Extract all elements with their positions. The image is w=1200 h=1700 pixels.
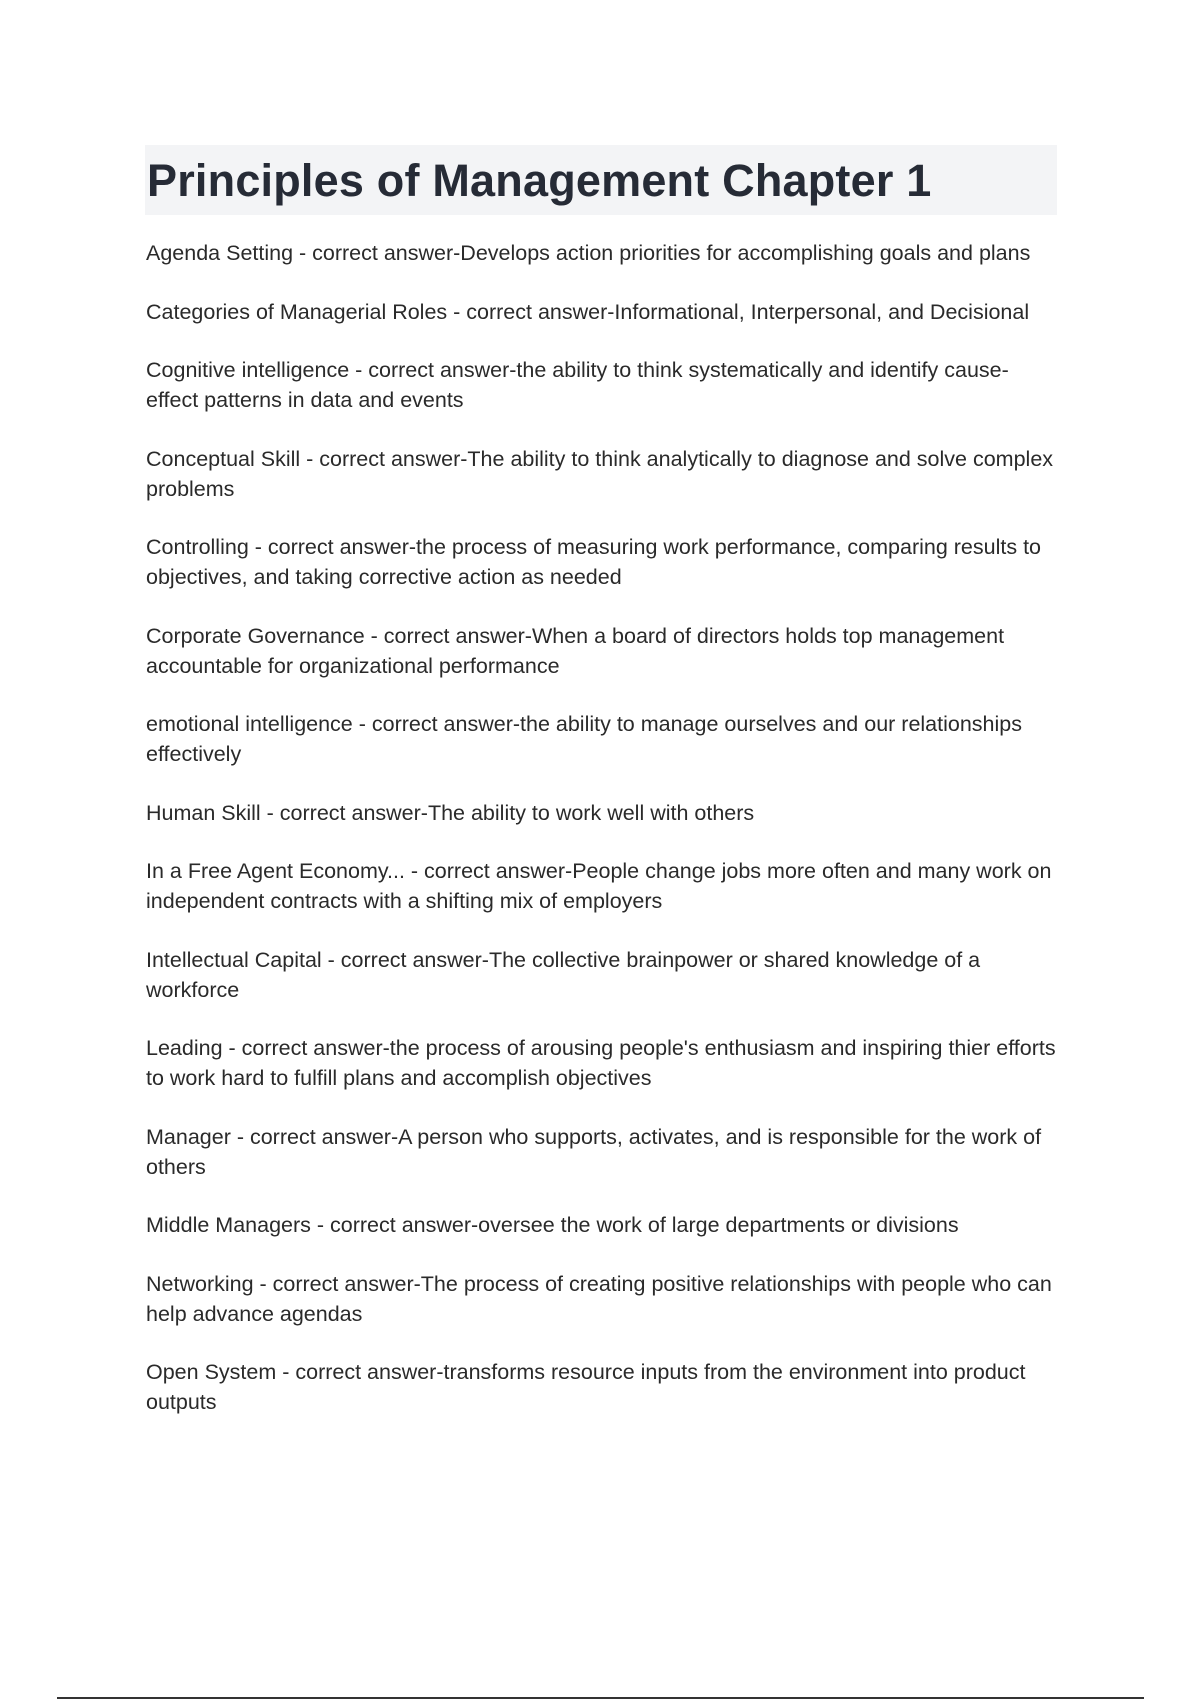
title-banner <box>145 145 1057 215</box>
flashcard-entry: Controlling - correct answer-the process of measuring work performance, comparing results to objectives, and taking corrective action as needed <box>146 535 1042 589</box>
flashcard-entry: Agenda Setting - correct answer-Develops action priorities for accomplishing goals and plans <box>146 241 1031 265</box>
flashcard-entry: Intellectual Capital - correct answer-The collective brainpower or shared knowledge of a workforce <box>146 947 981 1002</box>
flashcard-list <box>146 238 1056 1446</box>
flashcard-entry: Cognitive intelligence - correct answer-the ability to think systematically and identify cause-effect patterns in data and events <box>146 358 1009 412</box>
flashcard-entry: Conceptual Skill - correct answer-The ability to think analytically to diagnose and solve complex problems <box>146 446 1054 501</box>
flashcard-entry: emotional intelligence - correct answer-the ability to manage ourselves and our relationships effectively <box>146 712 1022 766</box>
flashcard-entry: Leading - correct answer-the process of arousing people's enthusiasm and inspiring thier efforts to work hard to fulfill plans and accomplish objectives <box>146 1036 1056 1090</box>
flashcard-entry: Categories of Managerial Roles - correct answer-Informational, Interpersonal, and Decisional <box>146 299 1030 324</box>
flashcard-entry: In a Free Agent Economy... - correct answer-People change jobs more often and many work on independent contracts with a shifting mix of employers <box>146 859 1052 913</box>
flashcard-entry: Open System - correct answer-transforms resource inputs from the environment into product outputs <box>146 1360 1026 1414</box>
flashcard-entry: Manager - correct answer-A person who supports, activates, and is responsible for the work of others <box>146 1124 1042 1179</box>
flashcard-entry: Corporate Governance - correct answer-When a board of directors holds top management accountable for organizational performance <box>146 623 1005 678</box>
flashcard-entry: Middle Managers - correct answer-oversee the work of large departments or divisions <box>146 1213 959 1237</box>
page-title: Principles of Management Chapter 1 <box>147 154 932 206</box>
footer-divider <box>57 1697 1144 1699</box>
flashcard-entry: Networking - correct answer-The process of creating positive relationships with people who can help advance agendas <box>146 1271 1052 1326</box>
flashcard-entry: Human Skill - correct answer-The ability to work well with others <box>146 800 755 825</box>
